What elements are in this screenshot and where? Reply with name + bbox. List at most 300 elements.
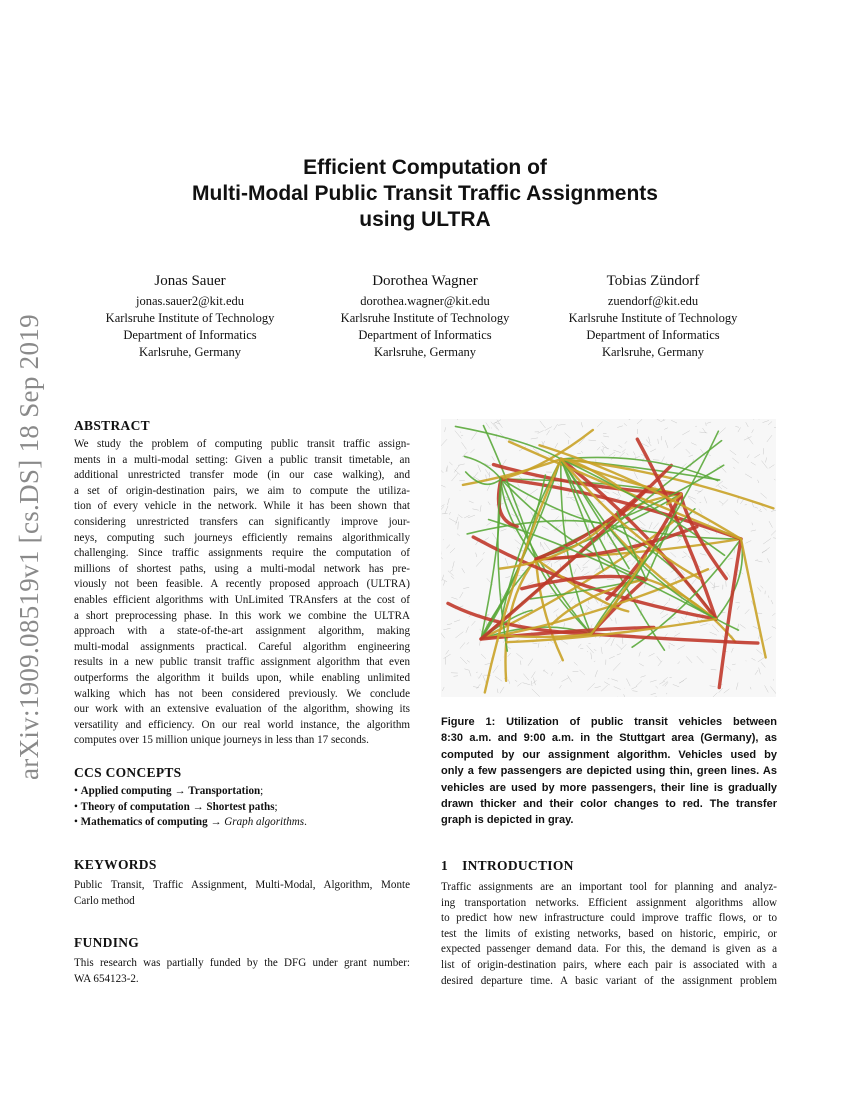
transfer-edge [531,672,535,678]
intro-line: ing transportation networks. Efficient assignment algorithms allow [441,896,777,909]
transfer-edge [633,452,635,456]
transfer-edge [617,426,623,428]
ccs-section [74,764,410,831]
transfer-edge [755,670,758,675]
transfer-edge [735,511,739,515]
transfer-edge [476,559,483,567]
intro-line: Traffic assignments are an important tool for planning and analyz- [441,881,777,893]
transfer-edge [692,578,697,584]
transfer-edge [522,683,530,685]
transfer-edge [673,576,680,580]
transfer-edge [552,516,559,523]
transfer-edge [565,433,571,438]
transfer-edge [679,678,686,683]
transfer-edge [595,670,598,677]
transfer-edge [695,426,697,427]
keywords-section [74,856,410,909]
transfer-edge [445,506,448,514]
transfer-edge [771,510,776,512]
keywords-line: Carlo method [74,894,135,907]
transfer-edge [708,455,710,456]
transfer-edge [443,581,445,586]
transfer-edge [568,675,572,682]
author-3 [533,270,773,361]
transfer-edge [659,681,665,684]
transfer-edge [762,547,770,553]
transfer-edge [580,670,585,675]
transfer-edge [476,553,477,557]
author-institution: Karlsruhe Institute of Technology [105,311,275,325]
transfer-edge [508,653,511,657]
abstract-line: millions of shortest paths, using a multi-modal network has pre- [74,562,410,575]
transfer-edge [688,497,696,504]
transfer-edge [639,520,646,526]
transfer-edge [663,677,668,681]
author-1 [70,270,310,361]
transit-line [455,426,561,459]
transfer-edge [636,680,642,686]
transfer-edge [710,693,717,697]
transfer-edge [451,597,457,599]
transfer-edge [469,670,471,676]
transfer-edge [614,687,621,690]
transfer-edge [700,553,707,555]
transfer-edge [500,687,504,694]
transfer-edge [710,686,716,687]
keywords-body [74,878,410,909]
transfer-edge [467,660,470,662]
transfer-edge [738,427,741,432]
transfer-edge [505,558,508,566]
funding-heading: FUNDING [74,935,140,950]
transfer-edge [601,685,608,691]
transfer-edge [462,568,465,573]
transfer-edge [613,492,619,495]
transfer-edge [634,472,637,479]
transfer-edge [736,602,740,603]
transfer-edge [460,657,467,664]
transfer-edge [617,654,621,655]
transfer-edge [540,421,546,428]
transfer-edge [488,502,490,505]
transfer-edge [651,693,656,694]
transfer-edge [758,480,759,483]
transfer-edge [624,423,627,425]
transfer-edge [712,586,720,588]
transfer-edge [492,533,496,540]
caption-line: 8:30 a.m. and 9:00 a.m. in the Stuttgart area (Germany), as [441,732,777,745]
transfer-edge [774,479,775,480]
transfer-edge [441,465,443,472]
transfer-edge [448,571,454,576]
transfer-edge [609,656,615,658]
transfer-edge [622,449,626,452]
keywords-line: Public Transit, Traffic Assignment, Multi-Modal, Algorithm, Monte [74,879,410,891]
transfer-edge [719,501,723,504]
transfer-edge [762,550,767,552]
transfer-edge [545,427,552,431]
transfer-edge [665,682,668,686]
transfer-edge [611,679,618,681]
abstract-line: enables efficient algorithms with UnLimited TRAnsfers at the cost of [74,593,410,606]
transfer-edge [718,485,722,488]
abstract-section [74,417,410,749]
transfer-edge [679,680,684,683]
transfer-edge [627,453,629,455]
transfer-edge [581,568,584,572]
author-institution: Karlsruhe Institute of Technology [568,311,738,325]
transfer-edge [609,452,615,456]
title-line: Multi-Modal Public Transit Traffic Assignments [192,182,658,205]
transfer-edge [441,632,445,638]
transfer-edge [686,449,690,453]
transfer-edge [476,672,478,673]
transfer-edge [486,423,490,429]
transfer-edge [754,507,758,508]
author-location: Karlsruhe, Germany [601,345,705,359]
intro-line: desired departure time. A basic variant of the assignment problem [441,974,777,987]
transfer-edge [765,637,772,641]
transfer-edge [542,526,548,529]
transfer-edge [441,506,444,512]
intro-line: to predict how new infrastructure could improve traffic flows, or to [441,912,777,925]
transfer-edge [637,419,642,424]
caption-line: vehicles are used by more passengers, their line is gradually [441,781,777,794]
transfer-edge [646,440,651,447]
transfer-edge [483,552,485,554]
transfer-edge [605,637,611,644]
abstract-line: multi-modal assignments practical. Careful algorithm engineering [74,640,410,653]
transfer-edge [574,569,576,574]
transfer-edge [751,530,756,531]
transfer-edge [636,456,640,457]
transfer-edge [770,686,776,694]
funding-line: WA 654123-2. [74,972,139,985]
transfer-edge [449,512,450,515]
transfer-edge [452,419,458,420]
abstract-line: considering unrestricted transfers can significantly improve jour- [74,515,410,528]
transfer-edge [597,447,600,450]
transfer-edge [595,686,601,687]
transfer-edge [735,426,739,427]
transfer-edge [751,658,755,660]
transfer-edge [452,561,454,568]
transfer-edge [639,652,641,657]
transfer-edge [581,422,582,427]
transfer-edge [454,620,460,622]
author-department: Department of Informatics [586,328,720,342]
transfer-edge [456,517,458,525]
transit-utilization-map [441,419,776,697]
transfer-edge [532,689,540,697]
transfer-edge [581,451,582,453]
transfer-edge [639,663,644,666]
transfer-edge [686,656,692,662]
transfer-edge [531,438,538,439]
transfer-edge [653,523,658,529]
transfer-edge [671,420,677,423]
title-line: using ULTRA [359,208,491,231]
transfer-edge [732,664,735,665]
transfer-edge [452,473,459,481]
transfer-edge [481,654,486,659]
transit-line [741,539,766,657]
transfer-edge [737,606,739,610]
caption-line: graph is depicted in gray. [441,814,574,827]
ccs-item: • Theory of computation → Shortest paths; [74,800,278,813]
transfer-edge [618,445,622,447]
transfer-edge [588,440,596,441]
transfer-edge [547,430,550,435]
abstract-line: We study the problem of computing public transit traffic assign- [74,438,410,450]
transfer-edge [620,452,625,457]
transfer-edge [733,467,735,469]
transfer-edge [532,643,537,644]
transfer-edge [449,518,457,523]
transfer-edge [691,443,696,446]
transfer-edge [745,474,752,478]
transfer-edge [678,661,680,664]
transfer-edge [771,600,773,604]
transfer-edge [732,458,739,463]
transfer-edge [555,443,558,448]
transfer-edge [601,647,602,654]
author-location: Karlsruhe, Germany [138,345,242,359]
transfer-edge [505,577,510,578]
transfer-edge [650,680,657,682]
author-email: zuendorf@kit.edu [607,294,699,308]
transfer-edge [683,552,687,555]
transfer-edge [508,680,509,684]
introduction-heading [441,857,777,875]
transfer-edge [472,509,478,510]
transfer-edge [443,628,450,630]
transfer-edge [700,623,707,625]
transfer-edge [466,627,469,633]
transfer-edge [561,640,568,645]
author-email: dorothea.wagner@kit.edu [360,294,490,308]
transfer-edge [677,539,681,542]
transfer-edge [695,490,701,492]
transfer-edge [624,694,626,697]
transfer-edge [458,522,459,530]
transfer-edge [528,659,533,666]
transfer-edge [640,676,645,678]
transfer-edge [674,633,680,637]
transfer-edge [591,653,592,660]
transfer-edge [518,484,520,488]
transfer-edge [657,656,662,662]
transfer-edge [554,424,558,430]
transfer-edge [447,624,452,625]
transfer-edge [446,545,449,549]
transfer-edge [603,436,609,437]
transfer-edge [460,642,465,648]
author-department: Department of Informatics [358,328,492,342]
transfer-edge [501,529,507,531]
introduction-section [441,857,777,989]
transfer-edge [455,632,463,638]
caption-line: only a few passengers are depicted using thin, green lines. As [441,765,777,778]
transfer-edge [660,610,664,614]
transfer-edge [554,609,559,613]
funding-line: This research was partially funded by the DFG under grant number: [74,957,410,969]
transfer-edge [621,644,626,650]
transfer-edge [736,683,738,690]
transfer-edge [746,422,749,427]
abstract-line: challenging. Since traffic assignments require the computation of [74,547,410,560]
transfer-edge [477,684,481,689]
intro-line: test the limits of existing networks, based on historic, empiric, or [441,927,777,940]
transfer-edge [765,685,769,692]
transfer-edge [578,644,581,648]
transfer-edge [478,465,481,472]
section-title: INTRODUCTION [462,858,574,873]
transfer-edge [625,441,627,444]
transfer-edge [604,491,609,493]
caption-line: drawn thicker and their color changes to red. The transfer [441,798,777,811]
transfer-edge [740,624,746,628]
abstract-line: a set of origin-destination pairs, we aim to compute the utiliza- [74,484,410,497]
transfer-edge [471,621,475,626]
transfer-edge [745,609,750,614]
transfer-edge [457,534,460,536]
transfer-edge [515,680,517,682]
transfer-edge [707,422,711,423]
introduction-body [441,880,777,989]
transfer-edge [756,419,759,420]
abstract-line: our work with an extensive evaluation of the algorithm, showing its [74,703,410,716]
transfer-edge [769,521,773,528]
transfer-edge [458,464,464,465]
transfer-edge [616,618,617,624]
transfer-edge [577,564,581,570]
transfer-edge [583,560,590,566]
transfer-edge [531,681,532,686]
transfer-edge [757,587,761,591]
transfer-edge [533,680,537,683]
transfer-edge [574,662,578,665]
transfer-edge [718,428,726,435]
transfer-edge [587,683,594,690]
transfer-edge [709,567,715,571]
transfer-edge [699,509,702,514]
transfer-edge [613,663,620,671]
section-number: 1 [441,858,449,873]
transfer-edge [710,632,717,635]
abstract-line: tion of every vehicle in the network. While it has been shown that [74,500,410,513]
transfer-edge [487,485,490,491]
transfer-edge [460,592,463,598]
transfer-edge [469,501,474,503]
transfer-edge [752,429,754,432]
transfer-edge [753,419,754,420]
transfer-edge [670,552,676,557]
transfer-edge [485,663,491,664]
transit-line [719,539,741,688]
transfer-edge [483,675,486,683]
transfer-edge [769,465,775,469]
transfer-edge [604,605,608,606]
transfer-edge [497,420,502,428]
transfer-edge [763,538,771,544]
abstract-heading: ABSTRACT [74,418,150,433]
transfer-edge [497,689,498,693]
ccs-item: • Mathematics of computing → Graph algorithms. [74,816,307,829]
transfer-edge [479,673,482,679]
transfer-edge [669,643,675,646]
transfer-edge [627,560,631,562]
transfer-edge [674,442,681,448]
transfer-edge [728,558,733,559]
transfer-edge [682,431,689,435]
abstract-line: neys, computing such journeys efficiently remains algorithmically [74,531,410,544]
transfer-edge [681,617,685,621]
intro-line: expected passenger demand data. For this, the demand is given as a [441,943,777,956]
transfer-edge [756,649,762,654]
transfer-edge [525,494,529,501]
transfer-edge [660,420,665,422]
transfer-edge [653,419,661,421]
transfer-edge [631,686,637,689]
transfer-edge [471,432,476,440]
transfer-edge [450,548,455,553]
transfer-edge [755,560,762,562]
transfer-edge [522,570,525,571]
transfer-edge [617,498,620,499]
transfer-edge [661,614,668,618]
transfer-edge [445,427,446,432]
transfer-edge [689,455,693,457]
transfer-edge [773,538,776,539]
transfer-edge [759,668,761,675]
transfer-edge [467,642,469,644]
transfer-edge [587,651,588,652]
transfer-edge [763,420,769,422]
caption-line: Figure 1: Utilization of public transit vehicles between [441,716,777,728]
abstract-line: results in a new public transit traffic assignment algorithm that even [74,656,410,669]
transfer-edge [704,497,707,504]
transfer-edge [441,555,443,559]
transfer-edge [611,638,614,646]
transfer-edge [751,462,756,465]
transfer-edge [760,586,763,589]
transfer-edge [544,542,550,550]
transfer-edge [441,439,447,446]
caption-line: computed by our assignment algorithm. Vehicles used by [441,748,777,761]
transfer-edge [463,587,469,588]
transfer-edge [480,505,481,511]
transfer-edge [772,613,775,615]
transfer-edge [649,522,652,529]
transfer-edge [492,456,495,460]
transfer-edge [551,672,553,675]
ccs-list [74,784,410,831]
transfer-edge [682,556,686,558]
transfer-edge [487,522,492,526]
transfer-edge [665,440,668,448]
transfer-edge [608,679,610,680]
transfer-edge [747,437,753,445]
transfer-edge [774,427,776,428]
transfer-edge [622,637,623,644]
transfer-edge [730,450,736,455]
transfer-edge [649,653,655,656]
transfer-edge [519,476,522,479]
transfer-edge [568,597,573,604]
transfer-edge [570,498,575,501]
transfer-edge [604,682,610,685]
